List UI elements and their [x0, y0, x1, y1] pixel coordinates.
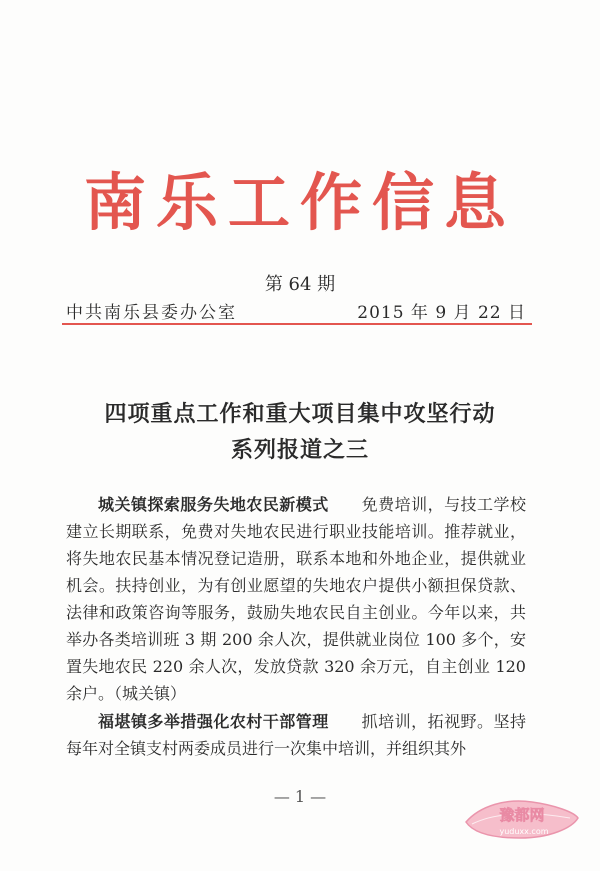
paragraph-text: 抓培训，拓视野。坚持每年对全镇支村两委成员进行一次集中培训，并组织其外: [66, 712, 526, 758]
red-divider-rule: [62, 323, 532, 325]
svg-text:yuduxx.com: yuduxx.com: [499, 827, 549, 836]
paragraph-heading: 城关镇探索服务失地农民新模式: [98, 495, 329, 514]
article-body: [66, 491, 526, 762]
article-paragraph: [66, 491, 526, 707]
page-number: — 1 —: [273, 787, 327, 806]
issuing-organization: 中共南乐县委办公室: [66, 303, 237, 323]
svg-text:豫都网: 豫都网: [499, 806, 545, 824]
issue-number: 第 64 期: [264, 274, 336, 295]
paragraph-heading: 福堪镇多举措强化农村干部管理: [98, 712, 329, 731]
meta-row: [66, 298, 526, 322]
issue-date: 2015 年 9 月 22 日: [357, 303, 526, 323]
article-title-line-1: 四项重点工作和重大项目集中攻坚行动: [104, 401, 496, 427]
article-title-line-2: 系列报道之三: [230, 437, 369, 463]
masthead-title: 南乐工作信息: [83, 166, 516, 239]
article-title: [0, 396, 600, 468]
paragraph-text: 免费培训，与技工学校建立长期联系，免费对失地农民进行职业技能培训。推荐就业，将失地农民基本情况登记造册，联系本地和外地企业，提供就业机会。扶持创业，为有创业愿望的失地农户提供小额担保贷款、法律和政策咨询等服务，鼓励失地农民自主创业。今年以来，共举办各类培训班 3 期 200 余人次，提供就业岗位 100 多个，安置失地农民 220 余人次，发放贷款 320 余万元，自主创业 120 余户。（城关镇）: [66, 495, 526, 703]
article-paragraph: [66, 708, 526, 762]
site-watermark-logo: [462, 788, 582, 844]
